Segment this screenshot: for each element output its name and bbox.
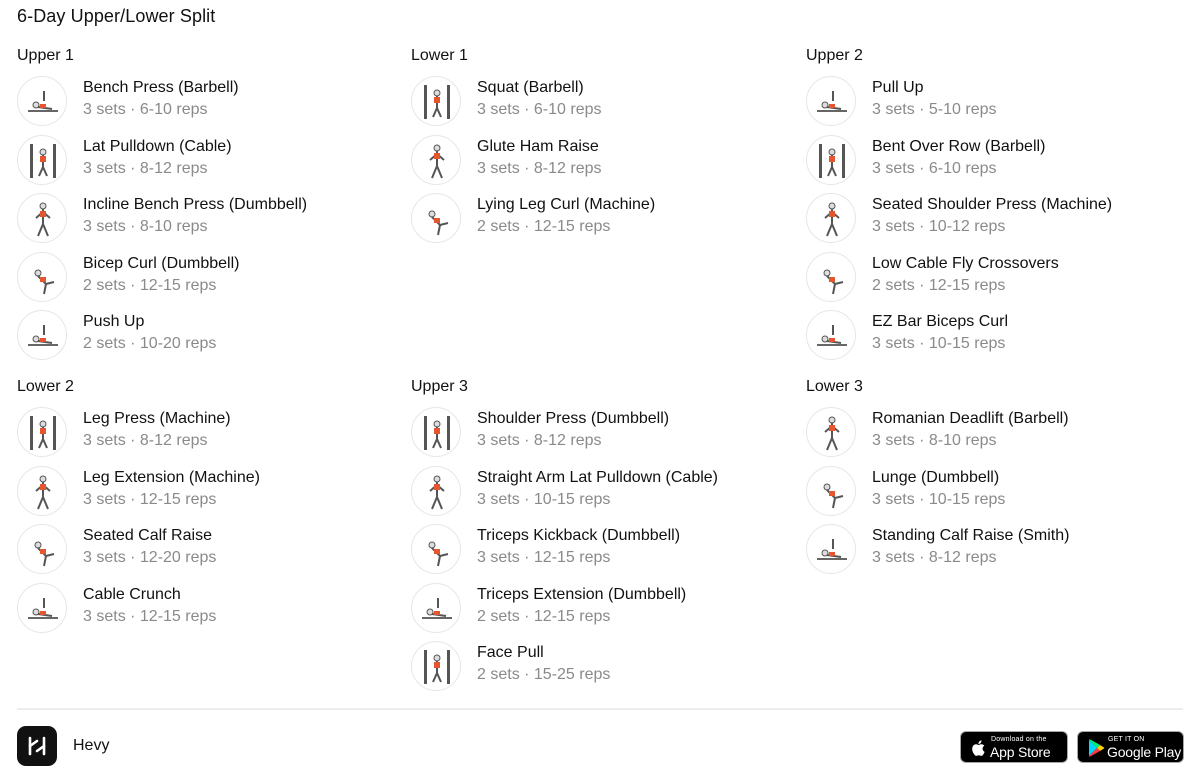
exercise-list [806, 407, 1186, 583]
exercise-name: Low Cable Fly Crossovers [872, 254, 1059, 272]
google-play-badge[interactable] [1077, 731, 1184, 763]
exercise-name: Lunge (Dumbbell) [872, 468, 1000, 486]
exercise-sets-reps: 2 sets · 12-15 reps [477, 218, 611, 235]
routine-title[interactable]: Lower 2 [17, 378, 74, 395]
exercise-name: Glute Ham Raise [477, 137, 599, 155]
exercise-item[interactable] [411, 524, 791, 583]
exercise-name: Leg Extension (Machine) [83, 468, 260, 486]
romanian-deadlift-figure [806, 407, 856, 457]
hevy-logo-icon[interactable] [17, 726, 57, 766]
exercise-item[interactable] [806, 76, 1186, 135]
exercise-list [17, 76, 397, 369]
exercise-item[interactable] [17, 407, 397, 466]
exercise-item[interactable] [806, 466, 1186, 525]
pull-up-figure [806, 76, 856, 126]
triceps-kickback-figure [411, 524, 461, 574]
page-title: 6-Day Upper/Lower Split [17, 6, 216, 26]
exercise-sets-reps: 3 sets · 12-15 reps [83, 607, 217, 625]
routine-title[interactable]: Upper 3 [411, 378, 468, 395]
exercise-item[interactable] [806, 407, 1186, 466]
exercise-sets-reps: 3 sets · 8-12 reps [872, 549, 997, 566]
bench-press-figure [17, 76, 67, 126]
exercise-item[interactable] [17, 193, 397, 252]
exercise-name: Triceps Kickback (Dumbbell) [477, 527, 681, 544]
exercise-sets-reps: 3 sets · 5-10 reps [872, 101, 997, 118]
shoulder-press-machine-figure [806, 193, 856, 243]
exercise-list [411, 407, 791, 700]
exercise-sets-reps: 2 sets · 12-15 reps [872, 276, 1006, 294]
exercise-name: Bench Press (Barbell) [83, 79, 239, 96]
glute-ham-raise-figure [411, 135, 461, 185]
exercise-name: Seated Calf Raise [83, 527, 212, 544]
exercise-sets-reps: 3 sets · 8-10 reps [83, 218, 208, 235]
exercise-sets-reps: 3 sets · 10-15 reps [872, 490, 1006, 508]
leg-extension-figure [17, 466, 67, 516]
exercise-item[interactable] [411, 641, 791, 700]
exercise-name: Face Pull [477, 644, 544, 661]
routine-title[interactable]: Upper 1 [17, 47, 74, 64]
exercise-sets-reps: 3 sets · 8-12 reps [83, 159, 208, 177]
exercise-item[interactable] [17, 76, 397, 135]
exercise-name: Bent Over Row (Barbell) [872, 137, 1046, 155]
lat-pulldown-figure [17, 135, 67, 185]
exercise-item[interactable] [806, 193, 1186, 252]
leg-press-figure [17, 407, 67, 457]
lunge-figure [806, 466, 856, 516]
exercise-sets-reps: 3 sets · 10-12 reps [872, 218, 1006, 235]
cable-crunch-figure [17, 583, 67, 633]
exercise-name: Standing Calf Raise (Smith) [872, 527, 1070, 544]
exercise-sets-reps: 3 sets · 8-12 reps [477, 159, 602, 177]
exercise-name: Bicep Curl (Dumbbell) [83, 254, 240, 272]
exercise-sets-reps: 3 sets · 8-10 reps [872, 432, 997, 449]
dumbbell-shoulder-press-figure [411, 407, 461, 457]
face-pull-figure [411, 641, 461, 691]
standing-calf-raise-figure [806, 524, 856, 574]
routine-title[interactable]: Lower 1 [411, 47, 468, 64]
bicep-curl-figure [17, 252, 67, 302]
incline-press-figure [17, 193, 67, 243]
seated-calf-raise-figure [17, 524, 67, 574]
apple-icon [969, 738, 989, 758]
exercise-list [17, 407, 397, 641]
exercise-item[interactable] [17, 135, 397, 194]
exercise-item[interactable] [17, 466, 397, 525]
exercise-name: Shoulder Press (Dumbbell) [477, 410, 670, 427]
exercise-name: Triceps Extension (Dumbbell) [477, 585, 687, 603]
routine-card [806, 46, 1186, 369]
exercise-name: Push Up [83, 313, 145, 330]
exercise-name: Cable Crunch [83, 585, 181, 603]
triceps-extension-figure [411, 583, 461, 633]
routine-title[interactable]: Lower 3 [806, 378, 863, 395]
exercise-item[interactable] [806, 524, 1186, 583]
exercise-name: Straight Arm Lat Pulldown (Cable) [477, 468, 718, 486]
exercise-name: Incline Bench Press (Dumbbell) [83, 196, 308, 213]
exercise-item[interactable] [17, 583, 397, 642]
routine-card [806, 377, 1186, 583]
routine-card [411, 46, 791, 252]
google-play-label: Google Play [1107, 744, 1182, 760]
leg-curl-figure [411, 193, 461, 243]
app-store-badge[interactable] [960, 731, 1068, 763]
straight-arm-pulldown-figure [411, 466, 461, 516]
exercise-sets-reps: 3 sets · 8-12 reps [83, 432, 208, 449]
exercise-sets-reps: 2 sets · 12-15 reps [477, 607, 611, 625]
exercise-item[interactable] [17, 524, 397, 583]
bent-over-row-figure [806, 135, 856, 185]
exercise-sets-reps: 2 sets · 15-25 reps [477, 666, 611, 683]
cable-fly-figure [806, 252, 856, 302]
footer-brand[interactable]: Hevy [73, 737, 110, 754]
squat-figure [411, 76, 461, 126]
ez-bar-curl-figure [806, 310, 856, 360]
exercise-item[interactable] [411, 135, 791, 194]
exercise-item[interactable] [411, 193, 791, 252]
exercise-item[interactable] [411, 583, 791, 642]
exercise-name: Seated Shoulder Press (Machine) [872, 196, 1113, 213]
app-store-small-label: Download on the [991, 736, 1047, 743]
exercise-item[interactable] [806, 252, 1186, 311]
exercise-item[interactable] [411, 466, 791, 525]
exercise-sets-reps: 3 sets · 6-10 reps [83, 101, 208, 118]
exercise-sets-reps: 3 sets · 6-10 reps [477, 101, 602, 118]
exercise-list [806, 76, 1186, 369]
exercise-sets-reps: 3 sets · 12-15 reps [83, 490, 217, 508]
exercise-name: EZ Bar Biceps Curl [872, 313, 1009, 330]
exercise-sets-reps: 3 sets · 12-15 reps [477, 549, 611, 566]
routine-title[interactable]: Upper 2 [806, 47, 863, 64]
exercise-list [411, 76, 791, 252]
exercise-item[interactable] [17, 310, 397, 369]
exercise-item[interactable] [806, 135, 1186, 194]
exercise-name: Leg Press (Machine) [83, 410, 231, 427]
exercise-sets-reps: 3 sets · 10-15 reps [872, 335, 1006, 352]
exercise-item[interactable] [411, 407, 791, 466]
exercise-sets-reps: 3 sets · 8-12 reps [477, 432, 602, 449]
exercise-name: Lat Pulldown (Cable) [83, 137, 232, 155]
routine-card [17, 46, 397, 369]
exercise-sets-reps: 2 sets · 12-15 reps [83, 276, 217, 294]
exercise-name: Pull Up [872, 79, 924, 96]
exercise-name: Romanian Deadlift (Barbell) [872, 410, 1069, 427]
exercise-sets-reps: 3 sets · 10-15 reps [477, 490, 611, 508]
exercise-sets-reps: 3 sets · 6-10 reps [872, 159, 997, 177]
routine-card [411, 377, 791, 700]
google-play-icon [1086, 738, 1106, 758]
exercise-sets-reps: 3 sets · 12-20 reps [83, 549, 217, 566]
google-play-small-label: GET IT ON [1108, 736, 1145, 743]
exercise-item[interactable] [806, 310, 1186, 369]
exercise-name: Squat (Barbell) [477, 79, 584, 96]
footer-divider [17, 708, 1183, 710]
exercise-name: Lying Leg Curl (Machine) [477, 196, 656, 213]
exercise-item[interactable] [411, 76, 791, 135]
exercise-item[interactable] [17, 252, 397, 311]
push-up-figure [17, 310, 67, 360]
exercise-sets-reps: 2 sets · 10-20 reps [83, 335, 217, 352]
app-store-label: App Store [990, 744, 1051, 760]
routine-card [17, 377, 397, 641]
